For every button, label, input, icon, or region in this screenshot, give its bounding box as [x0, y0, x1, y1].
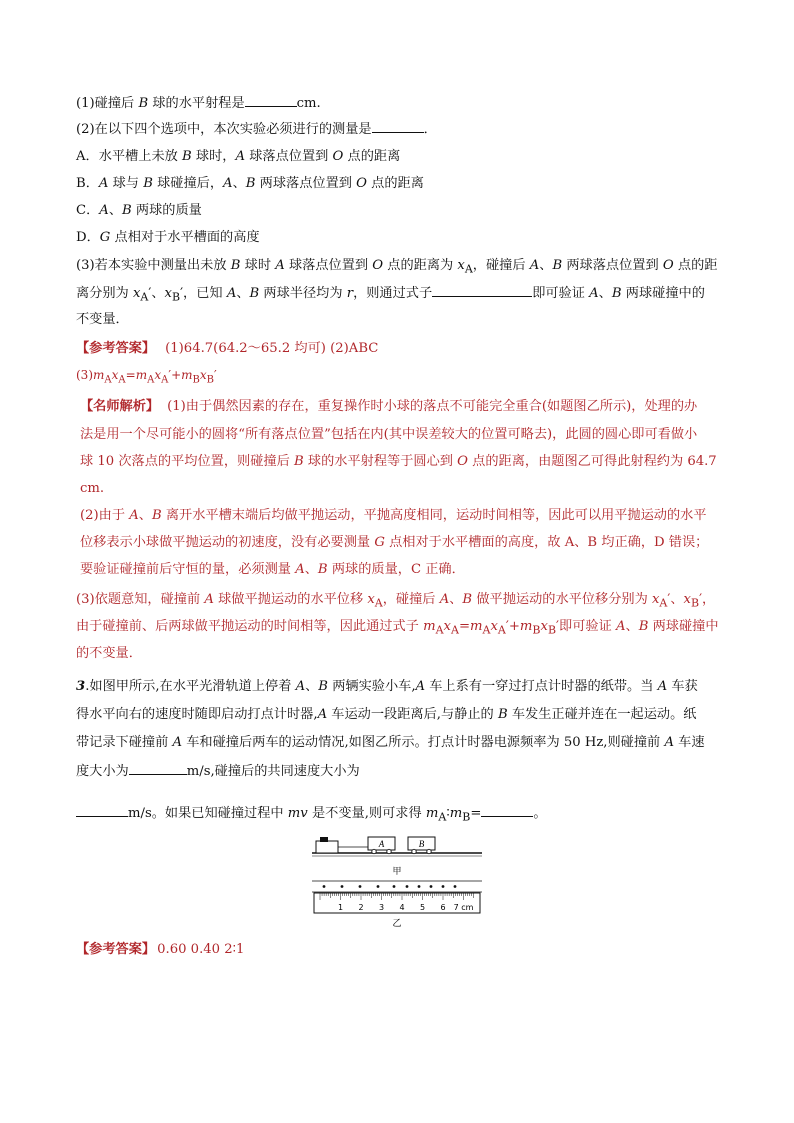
analysis-c-line-1: (3)依题意知，碰撞前 A 球做平抛运动的水平位移 $x_A$，碰撞后 A、B 做平抛运动的水平位移分别为 $x_A'$、$x_B'$，: [76, 592, 716, 610]
analysis-b-line-1: (2)由于 A、B 离开水平槽末端后均做平抛运动，平抛高度相同，运动时间相等，因此可以用平抛运动的水平: [80, 508, 707, 523]
timer-block: [316, 841, 338, 853]
q2-option-d: D．G 点相对于水平槽面的高度: [76, 230, 260, 245]
q2-part3-line3: 不变量．: [76, 312, 129, 327]
q3-line-3: 带记录下碰撞前 A 车和碰撞后两车的运动情况,如图乙所示。打点计时器电源频率为 50 Hz,则碰撞前 A 车速: [76, 735, 705, 750]
ruler-label: 1: [337, 903, 344, 912]
q3-answer: 【参考答案】 0.60 0.40 2∶1: [76, 942, 245, 957]
tape-dot: [406, 885, 409, 888]
q3-line-2: 得水平向右的速度时随即启动打点计时器,A 车运动一段距离后,与静止的 B 车发生正碰并连在一起运动。纸: [76, 707, 697, 722]
analysis-b-line-3: 要验证碰撞前后守恒的量，必须测量 A、B 两球的质量，C 正确．: [80, 562, 465, 577]
tape-dot: [393, 885, 396, 888]
ruler-label: 7 cm: [453, 903, 474, 912]
tape-dot: [430, 885, 433, 888]
q2-option-c: C．A、B 两球的质量: [76, 203, 202, 218]
tape-dot: [341, 885, 344, 888]
q2-part2: (2)在以下四个选项中，本次实验必须进行的测量是 ．: [76, 122, 437, 137]
q3-line-4: 度大小为 m/s,碰撞后的共同速度大小为: [76, 764, 360, 779]
q3-line-5: m/s。如果已知碰撞过程中 mv 是不变量,则可求得 $m_A∶m_B=$ 。: [76, 804, 547, 827]
analysis-line-2: 法是用一个尽可能小的圆将“所有落点位置”包括在内(其中误差较大的位置可略去)，此圆的圆心即可看做小: [80, 427, 698, 442]
analysis-c-line-3: 的不变量．: [76, 646, 142, 661]
ruler-label: 3: [378, 903, 385, 912]
ruler-label: 4: [399, 903, 405, 912]
figure-b-caption: 乙: [392, 919, 402, 928]
ruler-label: 2: [358, 903, 364, 912]
ruler-label: 5: [419, 903, 426, 912]
q2-part3-line1: (3)若本实验中测量出未放 B 球时 A 球落点位置到 O 点的距离为 $x_A$，碰撞后 A、B 两球落点位置到 O 点的距: [76, 258, 718, 276]
tape-dot: [323, 885, 326, 888]
tape-dot: [454, 885, 457, 888]
question-number: 3: [76, 679, 86, 694]
car-b-label: B: [418, 839, 425, 849]
car-a-wheel: [387, 849, 391, 853]
tape-dot: [359, 885, 362, 888]
ruler-label: 6: [440, 903, 446, 912]
car-a-wheel: [372, 849, 376, 853]
car-b-wheel: [412, 849, 416, 853]
analysis-line-1: 【名师解析】 (1)由于偶然因素的存在，重复操作时小球的落点不可能完全重合(如题图乙所示)，处理的办: [80, 399, 698, 414]
answer-label: 【参考答案】: [76, 942, 156, 957]
q2-answer: 【参考答案】 (1)64.7(64.2～65.2 均可) (2)ABC: [76, 341, 379, 356]
analysis-line-4: cm.: [80, 481, 105, 496]
tape-dot: [418, 885, 421, 888]
analysis-label: 【名师解析】: [80, 399, 160, 414]
tape-dots: [323, 885, 457, 888]
timer-top: [320, 837, 328, 842]
q3-line-1: 3.如图甲所示,在水平光滑轨道上停着 A、B 两辆实验小车,A 车上系有一穿过打点计时器的纸带。当 A 车获: [76, 679, 698, 694]
q2-option-b: B．A 球与 B 球碰撞后，A、B 两球落点位置到 O 点的距离: [76, 176, 424, 191]
q2-part1: (1)碰撞后 B 球的水平射程是 cm.: [76, 96, 321, 111]
q2-option-a: A．水平槽上未放 B 球时，A 球落点位置到 O 点的距离: [76, 149, 401, 164]
figure-a-caption: 甲: [392, 867, 402, 877]
experiment-figure: [310, 832, 485, 928]
analysis-b-line-2: 位移表示小球做平抛运动的初速度，没有必要测量 G 点相对于水平槽面的高度，故 A、B 均正确，D 错误；: [80, 535, 709, 550]
analysis-c-line-2: 由于碰撞前、后两球做平抛运动的时间相等，因此通过式子 $m_Ax_A=m_Ax_A'+m_Bx_B'$即可验证 A、B 两球碰撞中: [76, 619, 719, 637]
car-a-label: A: [378, 839, 385, 849]
analysis-line-3: 球 10 次落点的平均位置，则碰撞后 B 球的水平射程等于圆心到 O 点的距离，由题图乙可得此射程约为 64.7: [80, 454, 717, 469]
q2-answer-part3: $(3)m_Ax_A=m_Ax_A'+m_Bx_B'$: [76, 368, 217, 386]
tape-dot: [442, 885, 445, 888]
car-b-wheel: [427, 849, 431, 853]
tape-dot: [377, 885, 380, 888]
answer-label: 【参考答案】: [76, 341, 156, 356]
q2-part3-line2: 离分别为 $x_A'$、$x_B'$，已知 A、B 两球半径均为 r，则通过式子 即可验证 A、B 两球碰撞中的: [76, 286, 705, 304]
